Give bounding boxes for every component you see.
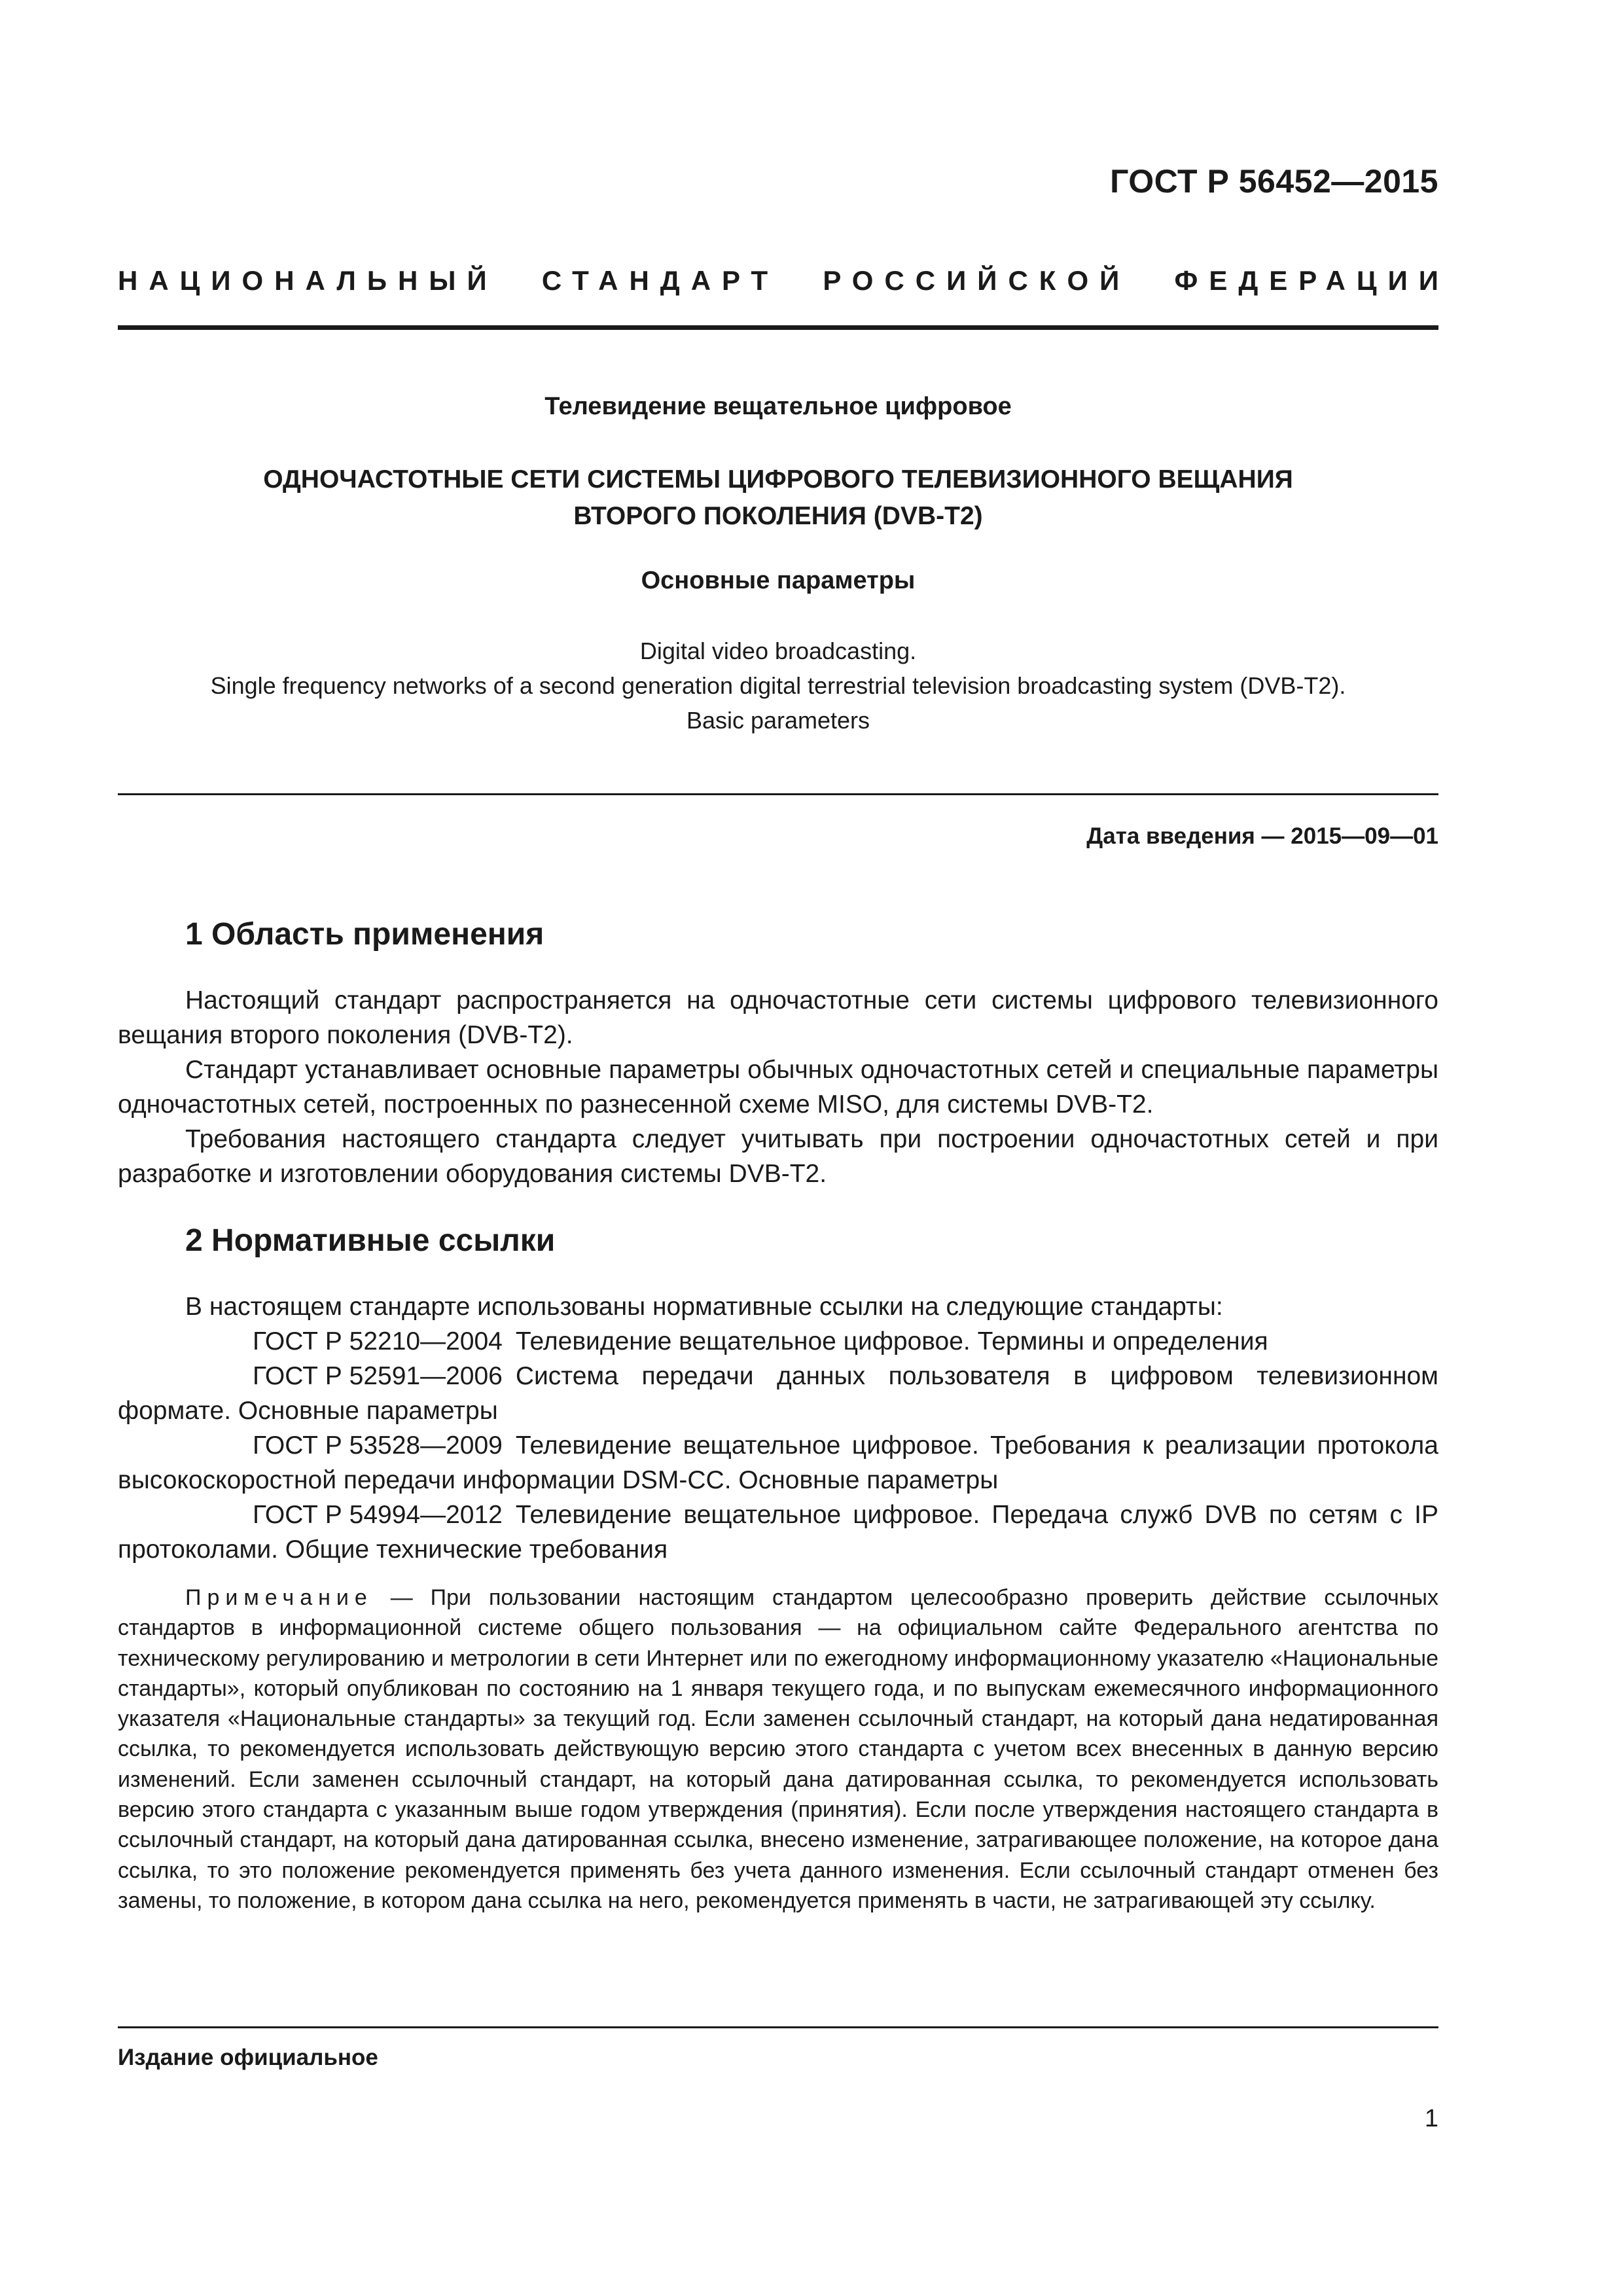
reference-item	[118, 1428, 1438, 1498]
reference-title: Телевидение вещательное цифровое. Термины и определения	[515, 1327, 1268, 1355]
reference-code: ГОСТ Р 52210—2004	[253, 1327, 503, 1355]
reference-code: ГОСТ Р 54994—2012	[253, 1501, 503, 1529]
national-standard-banner	[118, 265, 1450, 296]
paragraph: Настоящий стандарт распространяется на одночастотные сети системы цифрового телевизионного вещания второго поколения (DVB-T2).	[118, 986, 1438, 1049]
english-title	[118, 634, 1438, 738]
document-subtitle: Основные параметры	[641, 567, 916, 594]
reference-code: ГОСТ Р 53528—2009	[253, 1431, 503, 1460]
reference-title: Система передачи данных пользователя в цифровом телевизионном формате. Основные параметры	[118, 1362, 1438, 1425]
note-text: — При пользовании настоящим стандартом целесообразно проверить действие ссылочных стандартов в информационной системе общего пользования — на официальном сайте Федерального агентства по техническому регулированию и метрологии в сети Интернет или по ежегодному информационному указателю «Национальные стандарты», который опубликован по состоянию на 1 января текущего года, и по выпускам ежемесячного информационного указателя «Национальные стандарты» за текущий год. Если заменен ссылочный стандарт, на который дана недатированная ссылка, то рекомендуется использовать действующую версию этого стандарта с учетом всех внесенных в данную версию изменений. Если заменен ссылочный стандарт, на который дана датированная ссылка, то рекомендуется использовать версию этого стандарта с указанным выше годом утверждения (принятия). Если после утверждения настоящего стандарта в ссылочный стандарт, на который дана датированная ссылка, внесено изменение, затрагивающее положение, на которое дана ссылка, то это положение рекомендуется применять без учета данного изменения. Если ссылочный стандарт отменен без замены, то положение, в котором дана ссылка на него, рекомендуется применять в части, не затрагивающей эту ссылку.	[118, 1585, 1438, 1913]
reference-title: Телевидение вещательное цифровое. Передача служб DVB по сетям с IP протоколами. Общие технические требования	[118, 1501, 1438, 1564]
standard-designation: ГОСТ Р 56452—2015	[1110, 163, 1438, 200]
reference-item	[118, 1324, 1438, 1359]
note-label: Примечание	[185, 1585, 373, 1610]
reference-item	[118, 1359, 1438, 1428]
note-block	[118, 1583, 1438, 1916]
title-divider	[118, 793, 1438, 795]
section-body-normative-refs	[118, 1289, 1438, 1567]
section-heading-normative-refs: 2 Нормативные ссылки	[185, 1223, 556, 1258]
banner-word: СТАНДАРТ	[541, 265, 779, 296]
banner-word: ФЕДЕРАЦИИ	[1174, 265, 1450, 296]
introduction-date: Дата введения — 2015—09—01	[1086, 823, 1438, 849]
paragraph: Требования настоящего стандарта следует учитывать при построении одночастотных сетей и при разработке и изготовлении оборудования системы DVB-T2.	[118, 1125, 1438, 1188]
official-edition-label: Издание официальное	[118, 2045, 378, 2070]
english-title-line: Basic parameters	[686, 707, 870, 734]
banner-word: РОССИЙСКОЙ	[823, 265, 1131, 296]
reference-item	[118, 1498, 1438, 1567]
paragraph: В настоящем стандарте использованы нормативные ссылки на следующие стандарты:	[185, 1293, 1223, 1321]
banner-word: НАЦИОНАЛЬНЫЙ	[118, 265, 498, 296]
section-body-scope	[118, 983, 1438, 1191]
paragraph: Стандарт устанавливает основные параметры обычных одночастотных сетей и специальные параметры одночастотных сетей, построенных по разнесенной схеме MISO, для системы DVB-T2.	[118, 1056, 1438, 1119]
reference-code: ГОСТ Р 52591—2006	[253, 1362, 503, 1390]
english-title-line: Digital video broadcasting.	[639, 637, 917, 664]
header-divider	[118, 325, 1438, 330]
section-heading-scope: 1 Область применения	[185, 917, 544, 952]
document-subject: Телевидение вещательное цифровое	[544, 393, 1012, 420]
footer-divider	[118, 2026, 1438, 2028]
title-line: ВТОРОГО ПОКОЛЕНИЯ (DVB-T2)	[573, 502, 983, 530]
english-title-line: Single frequency networks of a second generation digital terrestrial television broadcasting system (DVB-T2).	[210, 672, 1346, 699]
document-title	[118, 461, 1438, 535]
page-number: 1	[1424, 2105, 1438, 2132]
reference-title: Телевидение вещательное цифровое. Требования к реализации протокола высокоскоростной передачи информации DSM-CC. Основные параметры	[118, 1431, 1438, 1494]
title-line: ОДНОЧАСТОТНЫЕ СЕТИ СИСТЕМЫ ЦИФРОВОГО ТЕЛЕВИЗИОННОГО ВЕЩАНИЯ	[263, 465, 1293, 493]
